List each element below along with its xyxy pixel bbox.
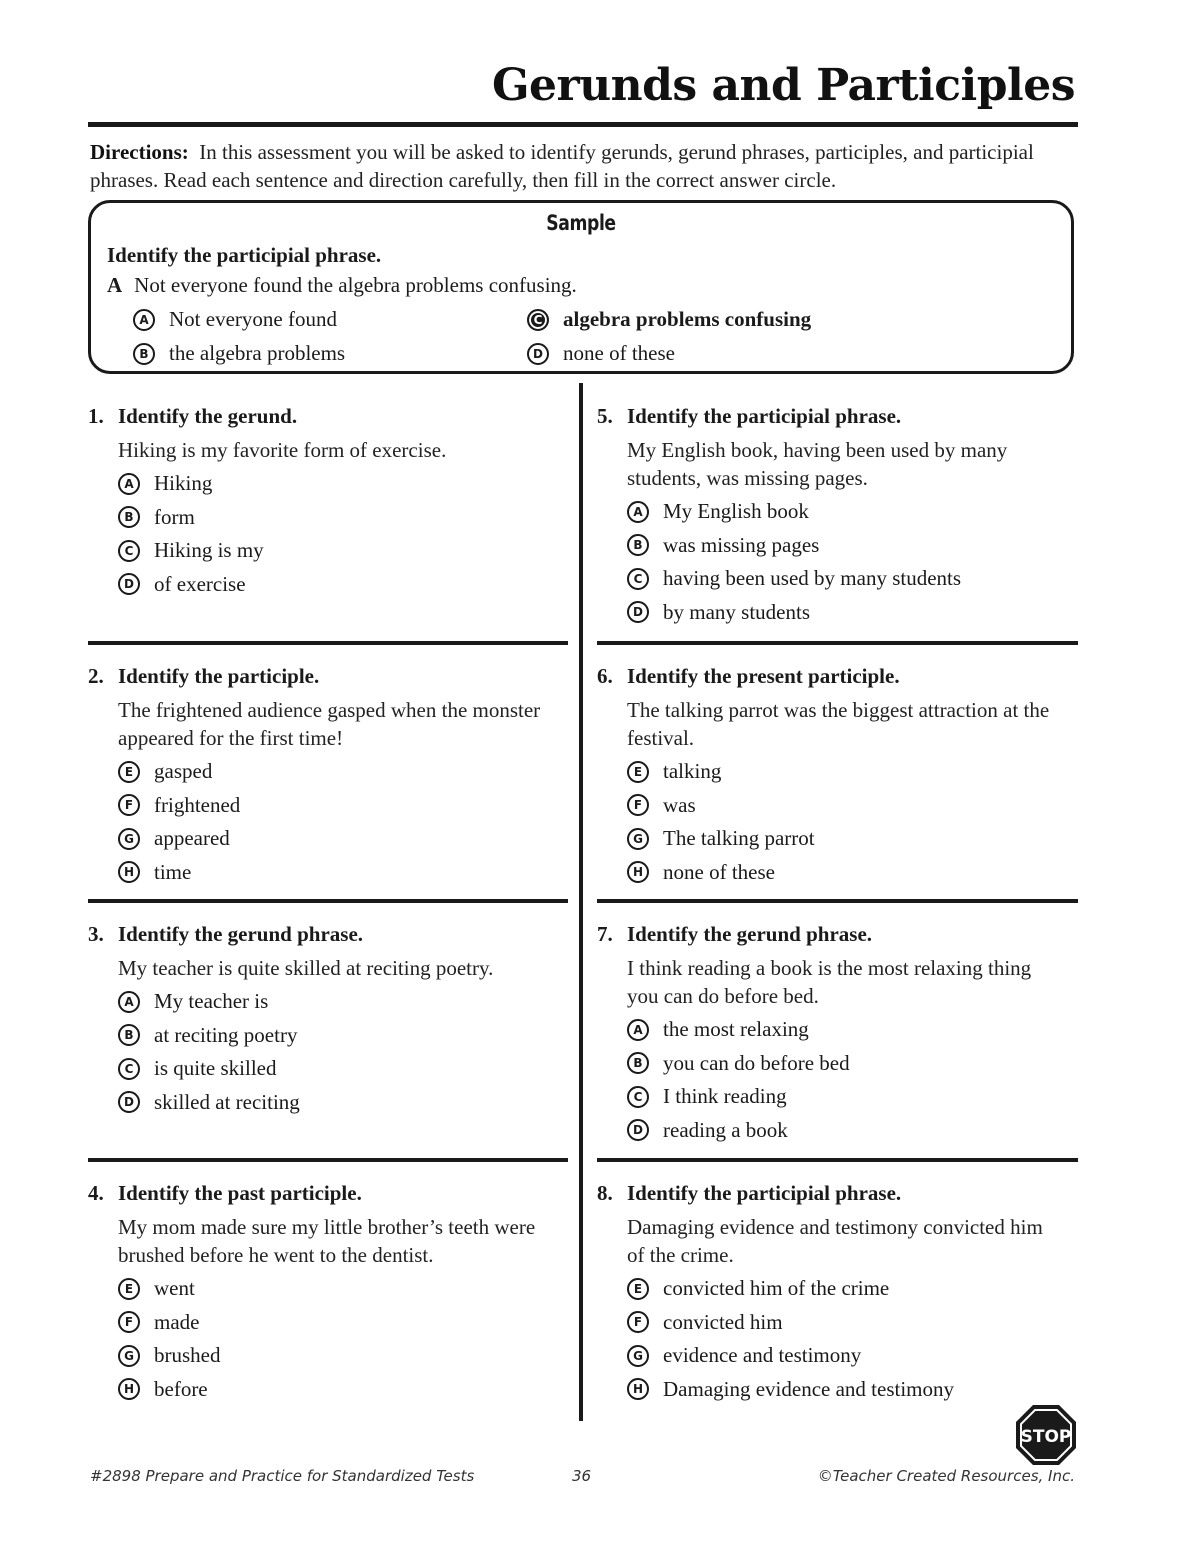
answer-option[interactable]	[627, 1272, 1057, 1306]
answer-option[interactable]	[118, 467, 548, 501]
answer-bubble[interactable]: A	[118, 991, 140, 1013]
answer-option[interactable]	[118, 1339, 548, 1373]
question-number: 8.	[597, 1181, 613, 1205]
answer-bubble[interactable]: B	[118, 506, 140, 528]
question-prompt-text: Identify the past participle.	[118, 1181, 362, 1205]
answer-option[interactable]	[627, 1114, 1057, 1148]
answer-options	[627, 1013, 1057, 1147]
directions	[90, 138, 1075, 194]
answer-text: of exercise	[154, 571, 246, 596]
answer-option[interactable]	[627, 1047, 1057, 1081]
answer-option[interactable]	[118, 1373, 548, 1407]
answer-text: frightened	[154, 792, 241, 817]
question-sentence: My mom made sure my little brother’s teeth were brushed before he went to the dentist.	[118, 1215, 536, 1267]
answer-bubble[interactable]: B	[118, 1024, 140, 1046]
answer-option[interactable]	[627, 755, 1057, 789]
answer-options	[118, 755, 548, 889]
answer-bubble-filled[interactable]: C	[527, 309, 549, 331]
question-number: 3.	[88, 922, 104, 946]
answer-option[interactable]	[627, 1080, 1057, 1114]
title-rule	[88, 122, 1078, 127]
answer-bubble[interactable]: A	[627, 501, 649, 523]
question-3	[88, 920, 548, 1119]
question-prompt-text: Identify the gerund phrase.	[627, 922, 873, 946]
answer-options	[118, 467, 548, 601]
question-sentence: My English book, having been used by many students, was missing pages.	[627, 438, 1008, 490]
answer-text: at reciting poetry	[154, 1022, 298, 1047]
section-divider	[88, 641, 568, 645]
question-sentence: Damaging evidence and testimony convicted him of the crime.	[627, 1215, 1043, 1267]
question-sentence: My teacher is quite skilled at reciting poetry.	[118, 956, 494, 980]
answer-option[interactable]	[627, 495, 1057, 529]
answer-option[interactable]	[627, 562, 1057, 596]
answer-text: by many students	[663, 599, 810, 624]
question-prompt	[88, 662, 548, 690]
answer-text: skilled at reciting	[154, 1089, 300, 1114]
sample-option-text: none of these	[563, 341, 675, 365]
answer-bubble[interactable]: E	[627, 761, 649, 783]
answer-text: was missing pages	[663, 532, 820, 557]
question-6	[597, 662, 1057, 889]
page-title: Gerunds and Participles	[491, 60, 1075, 111]
answer-text: convicted him of the crime	[663, 1276, 890, 1301]
answer-option[interactable]	[118, 856, 548, 890]
answer-option[interactable]	[627, 856, 1057, 890]
answer-bubble[interactable]: H	[627, 1378, 649, 1400]
answer-bubble[interactable]: F	[627, 794, 649, 816]
answer-bubble[interactable]: D	[118, 573, 140, 595]
question-number: 5.	[597, 404, 613, 428]
sample-option-c[interactable]	[527, 307, 811, 332]
answer-option[interactable]	[627, 822, 1057, 856]
answer-text: the most relaxing	[663, 1017, 809, 1042]
question-number: 4.	[88, 1181, 104, 1205]
answer-bubble[interactable]: D	[627, 601, 649, 623]
question-sentence: The frightened audience gasped when the monster appeared for the first time!	[118, 698, 541, 750]
answer-text: form	[154, 504, 195, 529]
answer-option[interactable]	[627, 1013, 1057, 1047]
sample-box	[88, 200, 1074, 374]
answer-option[interactable]	[627, 529, 1057, 563]
answer-option[interactable]	[118, 1052, 548, 1086]
answer-option[interactable]	[627, 789, 1057, 823]
answer-bubble[interactable]: C	[627, 568, 649, 590]
footer-publication: #2898 Prepare and Practice for Standardized Tests	[90, 1467, 475, 1485]
answer-bubble[interactable]: A	[118, 473, 140, 495]
answer-option[interactable]	[118, 985, 548, 1019]
sample-option-a[interactable]	[133, 307, 337, 332]
answer-option[interactable]	[627, 596, 1057, 630]
sample-sentence-text: Not everyone found the algebra problems confusing.	[134, 273, 577, 297]
section-divider	[597, 899, 1078, 903]
question-prompt-text: Identify the present participle.	[627, 664, 900, 688]
question-sentence: The talking parrot was the biggest attraction at the festival.	[627, 698, 1050, 750]
question-prompt	[597, 402, 1057, 430]
answer-bubble[interactable]: A	[133, 309, 155, 331]
question-sentence: I think reading a book is the most relaxing thing you can do before bed.	[627, 956, 1032, 1008]
answer-text: gasped	[154, 759, 213, 784]
answer-option[interactable]	[118, 1086, 548, 1120]
answer-bubble[interactable]: B	[627, 534, 649, 556]
answer-text: reading a book	[663, 1117, 788, 1142]
question-prompt	[597, 1179, 1057, 1207]
question-4	[88, 1179, 548, 1406]
answer-option[interactable]	[118, 501, 548, 535]
answer-bubble[interactable]: D	[627, 1119, 649, 1141]
answer-text: The talking parrot	[663, 826, 815, 851]
answer-text: brushed	[154, 1343, 221, 1368]
section-divider	[88, 1158, 568, 1162]
question-sentence: Hiking is my favorite form of exercise.	[118, 438, 447, 462]
answer-option[interactable]	[118, 534, 548, 568]
question-prompt-text: Identify the participial phrase.	[627, 404, 902, 428]
sample-sentence	[107, 273, 577, 298]
answer-bubble[interactable]: B	[133, 343, 155, 365]
answer-bubble[interactable]: G	[627, 828, 649, 850]
question-prompt	[597, 662, 1057, 690]
answer-text: made	[154, 1309, 200, 1334]
answer-bubble[interactable]: C	[627, 1086, 649, 1108]
question-prompt-text: Identify the gerund phrase.	[118, 922, 364, 946]
answer-option[interactable]	[627, 1339, 1057, 1373]
answer-text: appeared	[154, 826, 230, 851]
answer-bubble[interactable]: A	[627, 1019, 649, 1041]
answer-text: talking	[663, 759, 722, 784]
section-divider	[597, 641, 1078, 645]
question-1	[88, 402, 548, 601]
directions-text: In this assessment you will be asked to identify gerunds, gerund phrases, participles, and participial phrases. Read each sentence and direction carefully, then fill in the correct answer circle.	[90, 140, 1034, 192]
answer-bubble[interactable]: E	[118, 761, 140, 783]
answer-text: time	[154, 859, 192, 884]
question-prompt	[88, 920, 548, 948]
question-number: 1.	[88, 404, 104, 428]
section-divider	[597, 1158, 1078, 1162]
answer-options	[627, 495, 1057, 629]
question-prompt-text: Identify the gerund.	[118, 404, 298, 428]
sample-option-d[interactable]	[527, 341, 675, 366]
answer-bubble[interactable]: H	[118, 861, 140, 883]
answer-bubble[interactable]: E	[118, 1278, 140, 1300]
question-prompt	[88, 402, 548, 430]
answer-option[interactable]	[118, 568, 548, 602]
column-divider	[579, 383, 583, 1421]
answer-option[interactable]	[627, 1373, 1057, 1407]
question-prompt	[597, 920, 1057, 948]
sample-option-text: the algebra problems	[169, 341, 346, 365]
answer-bubble[interactable]: G	[118, 828, 140, 850]
answer-bubble[interactable]: B	[627, 1052, 649, 1074]
answer-bubble[interactable]: F	[118, 1311, 140, 1333]
answer-text: evidence and testimony	[663, 1343, 862, 1368]
section-divider	[88, 899, 568, 903]
answer-bubble[interactable]: G	[118, 1345, 140, 1367]
answer-text: Hiking	[154, 471, 213, 496]
answer-text: Hiking is my	[154, 538, 264, 563]
question-5	[597, 402, 1057, 629]
answer-text: went	[154, 1276, 195, 1301]
answer-text: having been used by many students	[663, 566, 962, 591]
answer-bubble[interactable]: F	[118, 794, 140, 816]
answer-text: you can do before bed	[663, 1050, 850, 1075]
question-number: 2.	[88, 664, 104, 688]
question-number: 7.	[597, 922, 613, 946]
answer-text: My teacher is	[154, 989, 269, 1014]
sample-heading: Sample	[546, 211, 616, 235]
answer-options	[627, 755, 1057, 889]
answer-bubble[interactable]: G	[627, 1345, 649, 1367]
question-2	[88, 662, 548, 889]
footer-copyright: ©Teacher Created Resources, Inc.	[817, 1467, 1075, 1485]
answer-text: Damaging evidence and testimony	[663, 1376, 954, 1401]
answer-option[interactable]	[627, 1306, 1057, 1340]
answer-text: before	[154, 1376, 208, 1401]
answer-bubble[interactable]: C	[118, 540, 140, 562]
answer-option[interactable]	[118, 755, 548, 789]
answer-text: none of these	[663, 859, 775, 884]
question-number: 6.	[597, 664, 613, 688]
sample-option-text: algebra problems confusing	[563, 307, 812, 331]
answer-options	[118, 1272, 548, 1406]
directions-label: Directions:	[90, 140, 189, 164]
answer-bubble[interactable]: C	[118, 1058, 140, 1080]
answer-bubble[interactable]: D	[118, 1091, 140, 1113]
question-7	[597, 920, 1057, 1147]
answer-bubble[interactable]: E	[627, 1278, 649, 1300]
answer-bubble[interactable]: F	[627, 1311, 649, 1333]
answer-bubble[interactable]: D	[527, 343, 549, 365]
answer-text: convicted him	[663, 1309, 783, 1334]
answer-text: I think reading	[663, 1084, 787, 1109]
answer-option[interactable]	[118, 822, 548, 856]
answer-option[interactable]	[118, 1272, 548, 1306]
question-8	[597, 1179, 1057, 1406]
stop-sign-text: STOP	[1020, 1427, 1072, 1447]
answer-text: is quite skilled	[154, 1056, 277, 1081]
sample-option-text: Not everyone found	[169, 307, 337, 331]
question-prompt-text: Identify the participle.	[118, 664, 320, 688]
answer-option[interactable]	[118, 1306, 548, 1340]
answer-bubble[interactable]: H	[118, 1378, 140, 1400]
answer-option[interactable]	[118, 1019, 548, 1053]
sample-prompt: Identify the participial phrase.	[107, 243, 382, 267]
footer-page-number: 36	[572, 1467, 592, 1485]
answer-options	[627, 1272, 1057, 1406]
answer-bubble[interactable]: H	[627, 861, 649, 883]
answer-options	[118, 985, 548, 1119]
question-prompt	[88, 1179, 548, 1207]
answer-text: My English book	[663, 499, 809, 524]
answer-option[interactable]	[118, 789, 548, 823]
question-prompt-text: Identify the participial phrase.	[627, 1181, 902, 1205]
sample-option-b[interactable]	[133, 341, 345, 366]
stop-sign-icon	[1014, 1403, 1078, 1467]
sample-letter: A	[107, 273, 123, 297]
answer-text: was	[663, 792, 696, 817]
